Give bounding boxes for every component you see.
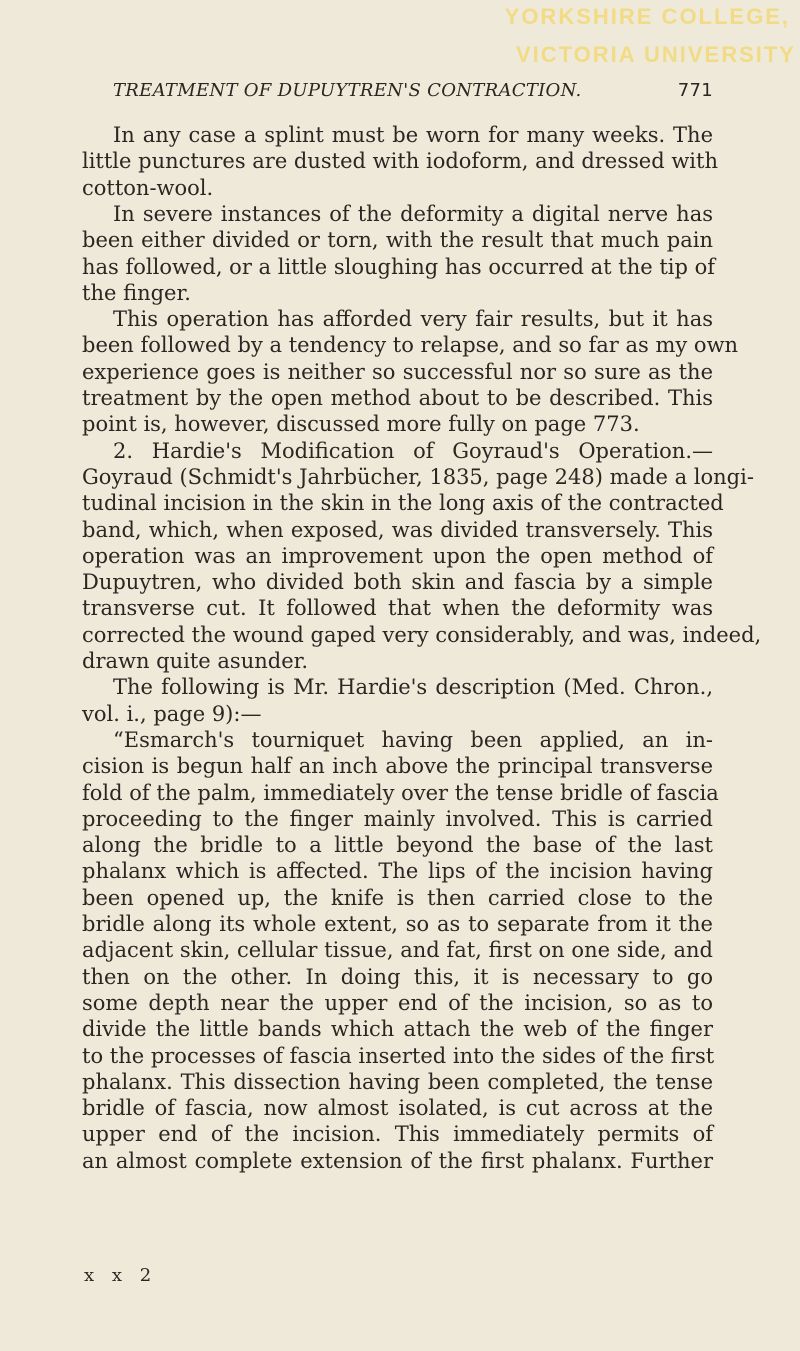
text-line: cotton-wool. xyxy=(82,175,214,200)
text-line: proceeding to the finger mainly involved. This is carried xyxy=(82,806,713,831)
text-line: phalanx which is affected. The lips of the incision having xyxy=(82,859,713,884)
text-line: upper end of the incision. This immediately permits of xyxy=(82,1122,713,1147)
text-line: experience goes is neither so successful nor so sure as the xyxy=(82,359,713,384)
text-line: has followed, or a little sloughing has occurred at the tip of xyxy=(82,254,716,279)
text-line: transverse cut. It followed that when the deformity was xyxy=(82,596,713,621)
text-line: divide the little bands which attach the web of the finger xyxy=(82,1017,713,1042)
text-line: been opened up, the knife is then carried close to the xyxy=(82,885,713,910)
text-line: tudinal incision in the skin in the long axis of the contracted xyxy=(82,491,724,516)
text-line: been either divided or torn, with the result that much pain xyxy=(82,228,713,253)
text-line: In severe instances of the deformity a digital nerve has xyxy=(113,201,713,226)
text-line: bridle along its whole extent, so as to separate from it the xyxy=(82,912,713,936)
signature-mark: x x 2 xyxy=(84,1265,158,1286)
text-line: some depth near the upper end of the incision, so as to xyxy=(82,990,713,1015)
text-line: been followed by a tendency to relapse, and so far as my own xyxy=(82,333,739,358)
text-line: adjacent skin, cellular tissue, and fat, first on one side, and xyxy=(82,938,713,963)
text-line: The following is Mr. Hardie's description (Med. Chron., xyxy=(113,675,713,700)
text-line: bridle of fascia, now almost isolated, is cut across at the xyxy=(82,1096,713,1121)
text-line: point is, however, discussed more fully on page 773. xyxy=(82,412,640,437)
text-line: cision is begun half an inch above the principal transverse xyxy=(82,754,713,779)
text-line: fold of the palm, immediately over the tense bridle of fascia xyxy=(82,780,719,805)
text-line: In any case a splint must be worn for many weeks. The xyxy=(113,123,713,147)
text-line: phalanx. This dissection having been completed, the tense xyxy=(82,1069,713,1094)
page-number: 771 xyxy=(677,80,713,101)
running-title: TREATMENT OF DUPUYTREN'S CONTRACTION. xyxy=(113,80,582,101)
text-line: to the processes of fascia inserted into the sides of the first xyxy=(82,1043,715,1068)
text-line: Dupuytren, who divided both skin and fascia by a simple xyxy=(82,570,713,595)
running-header xyxy=(113,80,713,104)
text-line: then on the other. In doing this, it is necessary to go xyxy=(82,964,713,989)
text-line: Goyraud (Schmidt's Jahrbücher, 1835, page 248) made a longi- xyxy=(82,464,754,489)
text-line: the finger. xyxy=(82,280,191,305)
text-line: “Esmarch's tourniquet having been applied, an in- xyxy=(113,727,713,752)
text-line: treatment by the open method about to be described. This xyxy=(82,386,713,410)
text-line: operation was an improvement upon the open method of xyxy=(82,543,713,568)
text-line: along the bridle to a little beyond the base of the last xyxy=(82,833,713,858)
text-line: vol. i., page 9):— xyxy=(82,701,262,726)
text-line: band, which, when exposed, was divided transversely. This xyxy=(82,517,713,542)
text-line: 2. Hardie's Modification of Goyraud's Operation.— xyxy=(113,438,713,463)
text-line: This operation has afforded very fair results, but it has xyxy=(113,307,713,332)
text-line: drawn quite asunder. xyxy=(82,649,309,673)
library-stamp-line-1: YORKSHIRE COLLEGE, xyxy=(504,4,790,29)
text-line: an almost complete extension of the first phalanx. Further xyxy=(82,1148,713,1173)
text-line: corrected the wound gaped very considerably, and was, indeed, xyxy=(82,622,762,647)
text-line: little punctures are dusted with iodoform, and dressed with xyxy=(82,149,718,174)
library-stamp-line-2: VICTORIA UNIVERSITY xyxy=(515,42,796,67)
